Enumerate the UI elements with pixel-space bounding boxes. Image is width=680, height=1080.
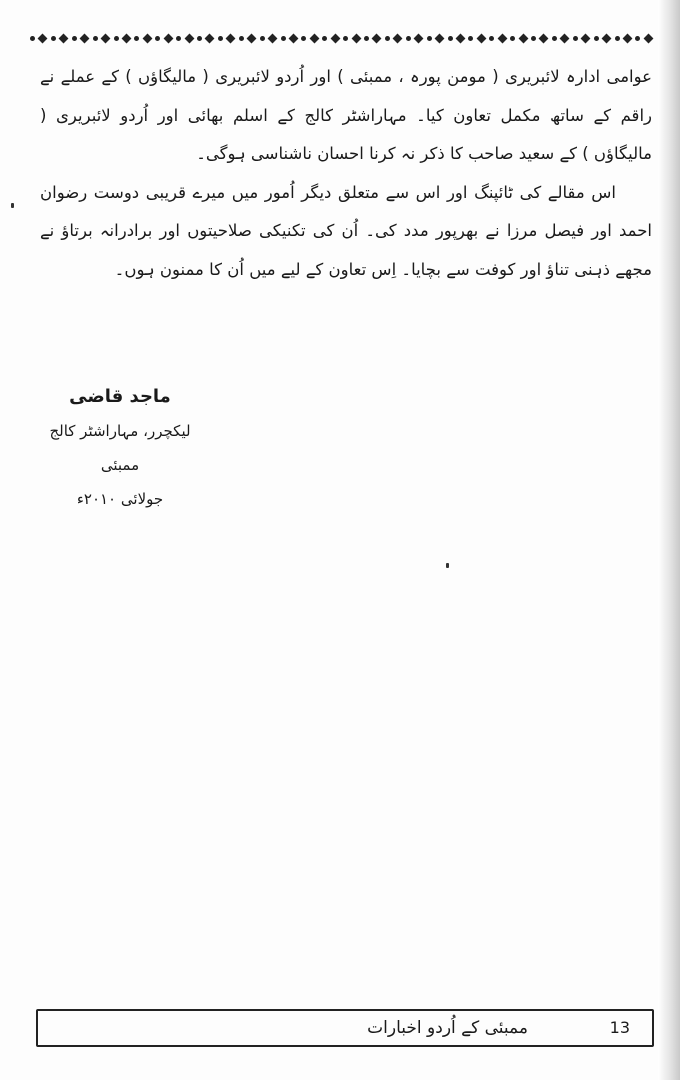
scan-speck	[11, 203, 14, 208]
body-text	[40, 58, 652, 289]
paragraph-library-thanks: عوامی ادارہ لائبریری ( مومن پورہ ، ممبئی ) اور اُردو لائبریری ( مالیگاؤں ) کے عملے نے راقم کے ساتھ مکمل تعاون کیا۔ مہاراشٹر کالج کے اسلم بھائی اور اُردو لائبریری ( مالیگاؤں ) کے سعید صاحب کا ذکر نہ کرنا احسان ناشناسی ہوگی۔	[40, 67, 652, 163]
scan-speck	[446, 563, 449, 568]
paragraph-typing-thanks: اس مقالے کی ٹائپنگ اور اس سے متعلق دیگر اُمور میں میرے قریبی دوست رضوان احمد اور فیصل مرزا نے بھرپور مدد کی۔ اُن کی تکنیکی صلاحیتوں اور برادرانہ برتاؤ نے مجھے ذہنی تناؤ اور کوفت سے بچایا۔ اِس تعاون کے لیے میں اُن کا ممنون ہوں۔	[40, 182, 652, 279]
running-footer-title: ممبئی کے اُردو اخبارات	[367, 1018, 528, 1038]
signature-date: جولائی ۲۰۱۰ء	[76, 490, 164, 508]
page-number: 13	[609, 1018, 630, 1037]
author-designation: لیکچرر، مہاراشٹر کالج ممبئی	[49, 422, 191, 474]
page-edge-shadow	[658, 0, 680, 1080]
signature-block	[40, 380, 200, 516]
top-ornament-border	[30, 31, 652, 45]
author-name: ماجد قاضی	[69, 386, 171, 407]
footer-box	[36, 1009, 654, 1047]
